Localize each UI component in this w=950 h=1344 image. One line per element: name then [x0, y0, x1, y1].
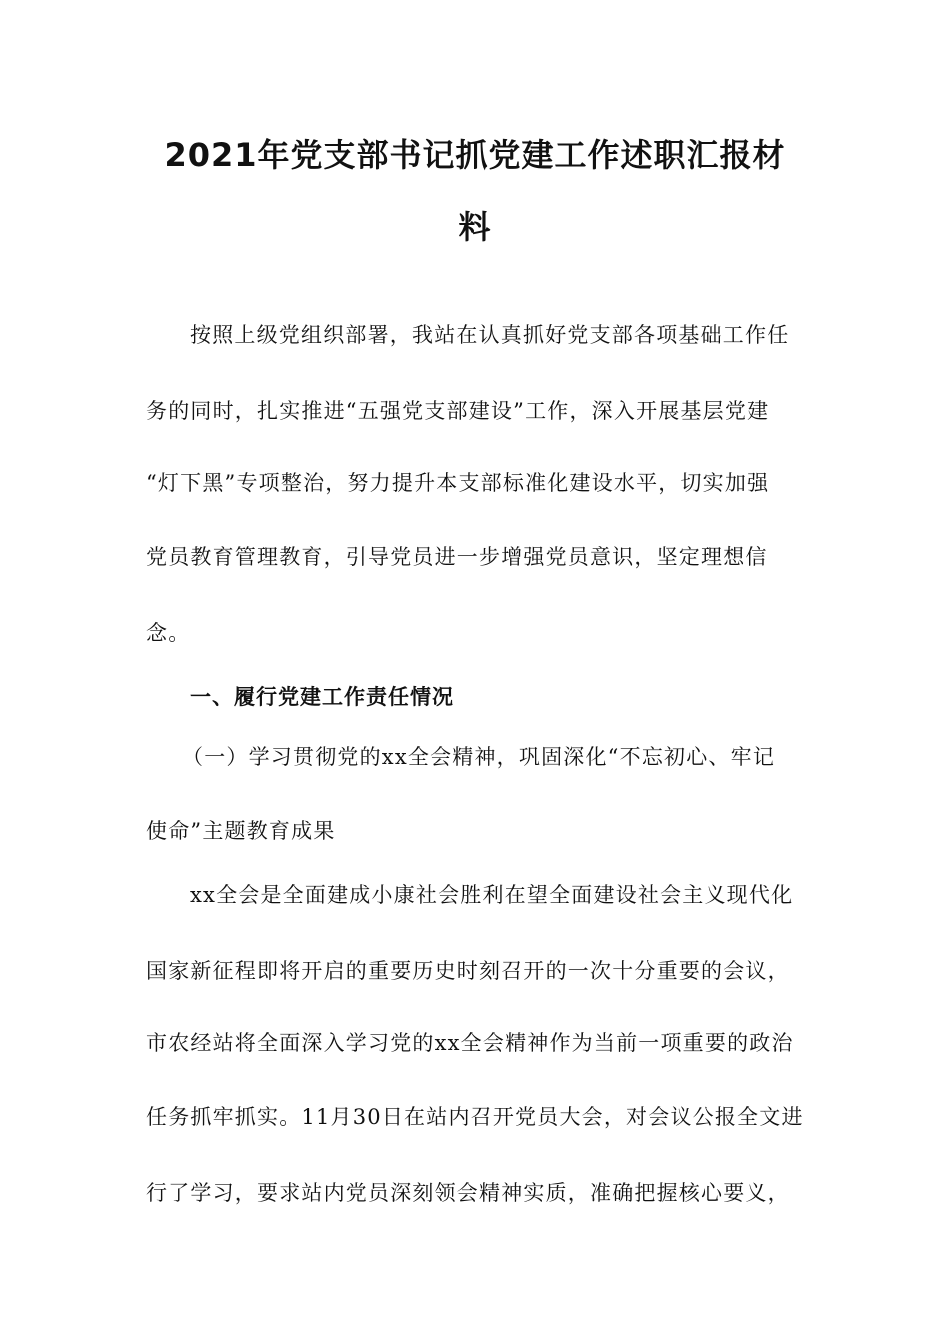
body-line-1: xx全会是全面建成小康社会胜利在望全面建设社会主义现代化 [190, 883, 794, 907]
body-line-5: 行了学习，要求站内党员深刻领会精神实质，准确把握核心要义， [146, 1181, 790, 1205]
subsection-line-1: （一）学习贯彻党的xx全会精神，巩固深化“不忘初心、牢记 [182, 745, 776, 769]
intro-line-3: “灯下黑”专项整治，努力提升本支部标准化建设水平，切实加强 [146, 471, 770, 495]
document-title-line-2: 料 [458, 208, 492, 246]
section-heading: 一、履行党建工作责任情况 [190, 685, 454, 709]
subsection-line-2: 使命”主题教育成果 [146, 819, 336, 843]
intro-line-1: 按照上级党组织部署，我站在认真抓好党支部各项基础工作任 [190, 323, 790, 347]
body-line-3: 市农经站将全面深入学习党的xx全会精神作为当前一项重要的政治 [146, 1031, 794, 1055]
intro-line-5: 念。 [146, 621, 191, 645]
body-line-2: 国家新征程即将开启的重要历史时刻召开的一次十分重要的会议， [146, 959, 790, 983]
document-title-line-1: 2021年党支部书记抓党建工作述职汇报材 [164, 136, 786, 174]
intro-line-4: 党员教育管理教育，引导党员进一步增强党员意识，坚定理想信 [146, 545, 768, 569]
body-line-4: 任务抓牢抓实。11月30日在站内召开党员大会，对会议公报全文进 [146, 1105, 804, 1129]
intro-line-2: 务的同时，扎实推进“五强党支部建设”工作，深入开展基层党建 [146, 399, 770, 423]
